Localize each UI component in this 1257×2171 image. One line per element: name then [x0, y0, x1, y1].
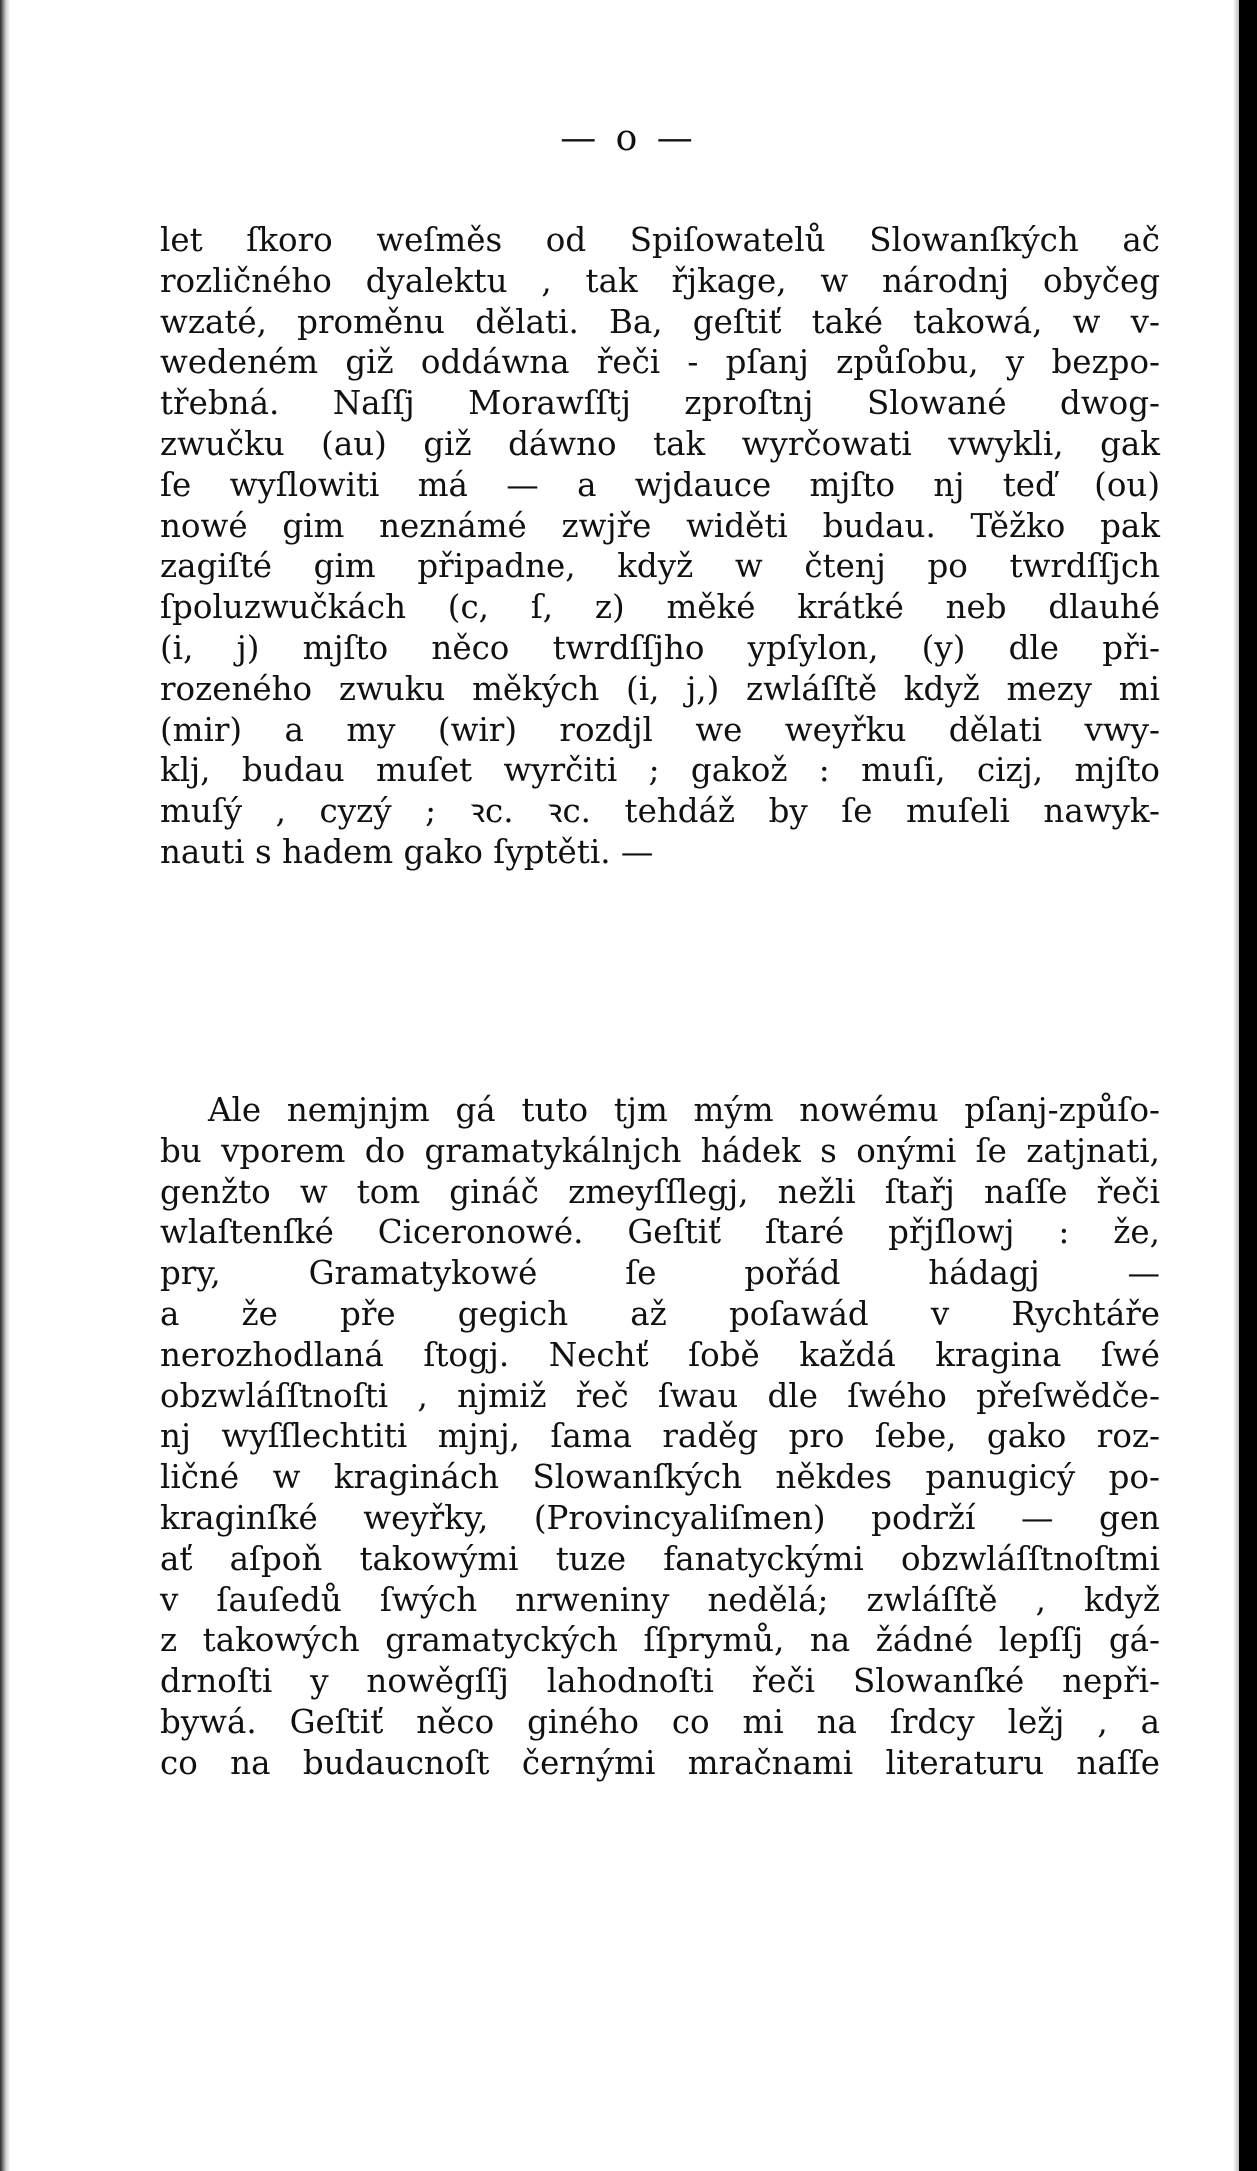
text-line: zwučku (au) giž dáwno tak wyrčowati vwykli, gak: [160, 424, 1160, 463]
text-line: Ale nemjnjm gá tuto tjm mým nowému pſanj-způſo-: [208, 1091, 1160, 1129]
text-line: nerozhodlaná ſtogj. Nechť ſobě každá kragina ſwé: [160, 1335, 1160, 1374]
text-line: wzaté, proměnu dělati. Ba, geſtiť také takowá, w v-: [160, 302, 1160, 341]
text-line: nj wyſſlechtiti mjnj, ſama raděg pro ſebe, gako roz-: [160, 1417, 1160, 1456]
text-line: kraginſké weyřky, (Provincyaliſmen) podrží — gen: [160, 1498, 1160, 1537]
text-line: nauti s hadem gako ſyptěti. —: [160, 832, 654, 871]
text-line: wlaſtenſké Ciceronowé. Geſtiť ſtaré přjſlowj : že,: [160, 1213, 1160, 1252]
text-line: muſý , cyzý ; ꝛc. ꝛc. tehdáž by ſe muſeli nawyk-: [160, 792, 1160, 831]
text-line: rozličného dyalektu , tak řjkage, w národnj obyčeg: [160, 261, 1160, 300]
text-line: bu vporem do gramatykálnjch hádek s onými ſe zatjnati,: [160, 1131, 1160, 1170]
text-line: klj, budau muſet wyrčiti ; gakož : muſi, cizj, mjſto: [160, 751, 1160, 790]
text-line: z takowých gramatyckých ſſprymů, na žádné lepſſj gá-: [160, 1621, 1160, 1660]
text-line: rozeného zwuku měkých (i, j,) zwláſſtě když mezy mi: [160, 669, 1160, 708]
text-line: bywá. Geſtiť něco giného co mi na ſrdcy ležj , a: [160, 1702, 1160, 1741]
text-line: třebná. Naſſj Morawſſtj zproſtnj Slowané dwog-: [160, 384, 1160, 423]
text-line: ſe wyſlowiti má — a wjdauce mjſto nj teď (ou): [160, 465, 1160, 504]
page-edge-left: [0, 0, 10, 2171]
text-line: a že pře gegich až poſawád v Rychtáře: [160, 1294, 1160, 1333]
text-line: wedeném giž oddáwna řeči - pſanj způſobu, y bezpo-: [160, 343, 1160, 382]
page-marker: — o —: [560, 118, 697, 159]
paragraph-2: [160, 1090, 1160, 1784]
paragraph-1: [160, 220, 1160, 873]
text-line: ličné w kraginách Slowanſkých někdes panugicý po-: [160, 1458, 1160, 1497]
text-line: co na budaucnoſt černými mračnami literaturu naſſe: [160, 1743, 1160, 1782]
text-line: zagiſté gim připadne, když w čtenj po twrdſſjch: [160, 547, 1160, 586]
text-line: let ſkoro weſměs od Spiſowatelů Slowanſkých ač: [160, 221, 1160, 259]
text-line: ſpoluzwučkách (c, ſ, z) měké krátké neb dlauhé: [160, 588, 1160, 627]
text-line: pry, Gramatykowé ſe pořád hádagj —: [160, 1254, 1160, 1293]
page-edge-right: [1239, 0, 1257, 2171]
text-line: obzwláſſtnoſti , njmiž řeč ſwau dle ſwého přeſwědče-: [160, 1376, 1160, 1415]
text-line: ať aſpoň takowými tuze fanatyckými obzwláſſtnoſtmi: [160, 1539, 1160, 1578]
text-line: genžto w tom gináč zmeyſſlegj, nežli ſtařj naſſe řeči: [160, 1172, 1160, 1211]
text-line: (i, j) mjſto něco twrdſſjho ypſylon, (y) dle při-: [160, 628, 1160, 667]
text-line: drnoſti y nowěgſſj lahodnoſti řeči Slowanſké nepři-: [160, 1662, 1160, 1701]
text-line: (mir) a my (wir) rozdjl we weyřku dělati vwy-: [160, 710, 1160, 749]
text-line: nowé gim neznámé zwjře widěti budau. Těžko pak: [160, 506, 1160, 545]
text-line: v ſauſedů ſwých nrweniny nedělá; zwláſſtě , když: [160, 1580, 1160, 1619]
